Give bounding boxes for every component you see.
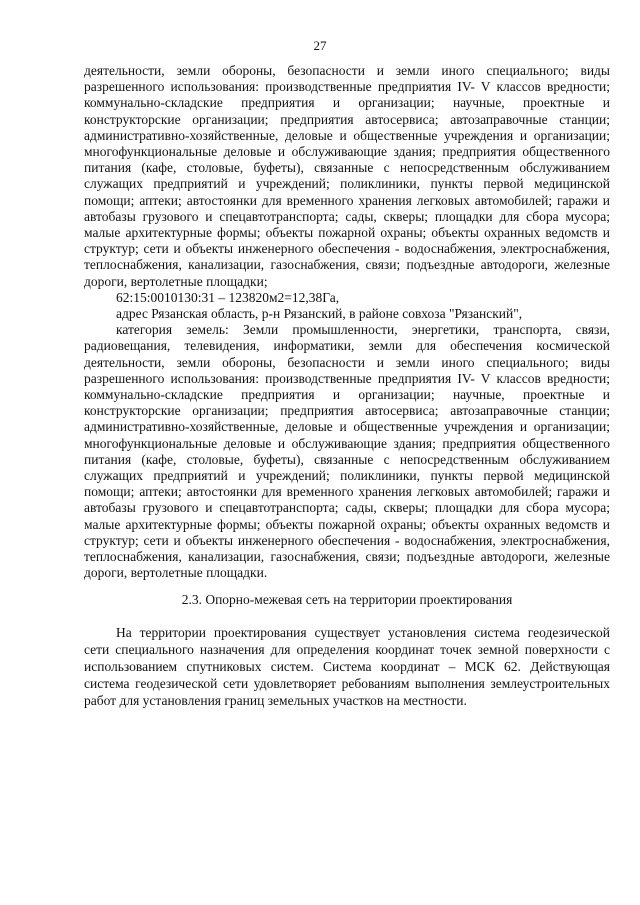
paragraph-cadastral-number: 62:15:0010130:31 – 123820м2=12,38Га, — [116, 289, 340, 305]
page-number: 27 — [313, 38, 327, 53]
paragraph-address: адрес Рязанская область, р-н Рязанский, в районе совхоза "Рязанский", — [116, 306, 523, 322]
paragraph-geodetic-network: На территории проектирования существует установления система геодезической сети специального назначения для определения координат точек земной поверхности с использованием спутниковых систем. Система координат – МСК 62. Действующая система геодезической сети удовлетворяет ребованиям выполнения землеустроительных работ для установления границ земельных участков на местности. — [84, 624, 610, 708]
section-heading: 2.3. Опорно-межевая сеть на территории проектирования — [181, 591, 513, 607]
paragraph-land-use-continued: деятельности, земли обороны, безопасности и земли иного специального; виды разрешенного использования: производственные предприятия IV- V классов вредности; коммунально-складские предприятия и организации; научные, проектные и конструкторские организации; предприятия автосервиса; автозаправочные станции; административно-хозяйственные, деловые и общественные учреждения и организации; многофункциональные деловые и обслуживающие здания; предприятия общественного питания (кафе, столовые, буфеты), связанные с непосредственным обслуживанием служащих предприятий и учреждений; поликлиники, пункты первой медицинской помощи; аптеки; автостоянки для временного хранения легковых автомобилей; гаражи и автобазы грузового и спецавтотранспорта; сады, скверы; площадки для сбора мусора; малые архитектурные формы; объекты пожарной охраны; объекты охранных ведомств и структур; сети и объекты инженерного обеспечения - водоснабжения, электроснабжения, теплоснабжения, канализации, газоснабжения, связи; подъездные автодороги, железные дороги, вертолетные площадки; — [84, 63, 610, 289]
paragraph-land-category: категория земель: Земли промышленности, энергетики, транспорта, связи, радиовещания, телевидения, информатики, земли для обеспечения космической деятельности, земли обороны, безопасности и земли иного специального; виды разрешенного использования: производственные предприятия IV- V классов вредности; коммунально-складские предприятия и организации; научные, проектные и конструкторские организации; предприятия автосервиса; автозаправочные станции; административно-хозяйственные, деловые и общественные учреждения и организации; многофункциональные деловые и обслуживающие здания; предприятия общественного питания (кафе, столовые, буфеты), связанные с непосредственным обслуживанием служащих предприятий и учреждений; поликлиники, пункты первой медицинской помощи; аптеки; автостоянки для временного хранения легковых автомобилей; гаражи и автобазы грузового и спецавтотранспорта; сады, скверы; площадки для сбора мусора; малые архитектурные формы; объекты пожарной охраны; объекты охранных ведомств и структур; сети и объекты инженерного обеспечения - водоснабжения, электроснабжения, теплоснабжения, канализации, газоснабжения, связи; подъездные автодороги, железные дороги, вертолетные площадки. — [84, 322, 610, 581]
document-body — [84, 63, 610, 709]
